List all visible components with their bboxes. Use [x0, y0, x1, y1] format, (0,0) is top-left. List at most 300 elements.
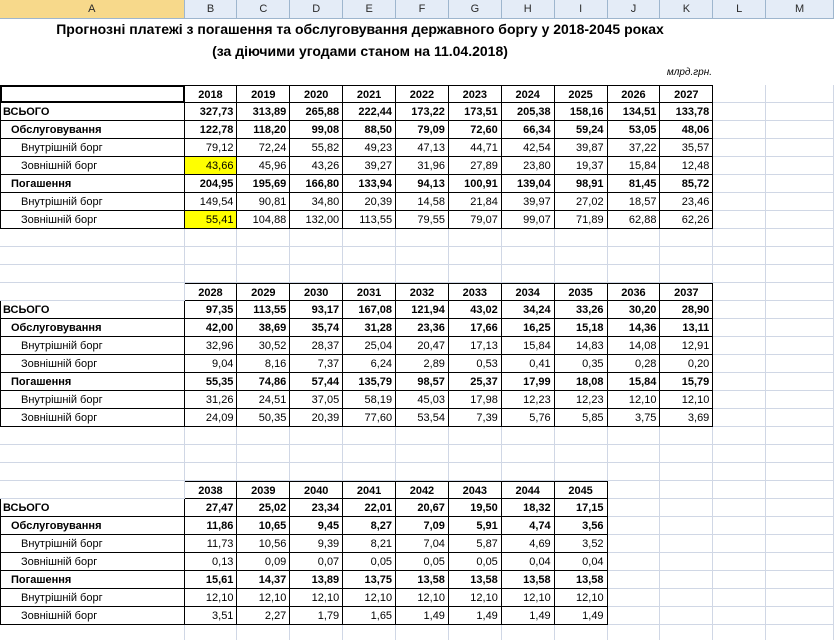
- year-header-cell[interactable]: 2022: [396, 85, 449, 103]
- empty-cell[interactable]: [766, 589, 834, 607]
- empty-cell[interactable]: [713, 265, 766, 283]
- value-cell[interactable]: 4,74: [502, 517, 555, 535]
- value-cell[interactable]: 16,25: [502, 319, 555, 337]
- year-header-cell[interactable]: 2035: [555, 283, 608, 301]
- value-cell[interactable]: 0,04: [555, 553, 608, 571]
- value-cell[interactable]: 14,36: [608, 319, 661, 337]
- value-cell[interactable]: 79,07: [449, 211, 502, 229]
- value-cell[interactable]: 94,13: [396, 175, 449, 193]
- value-cell[interactable]: 98,91: [555, 175, 608, 193]
- value-cell[interactable]: 1,65: [343, 607, 396, 625]
- empty-cell[interactable]: [766, 373, 834, 391]
- empty-cell[interactable]: [766, 481, 834, 499]
- value-cell[interactable]: 3,56: [555, 517, 608, 535]
- value-cell[interactable]: 81,45: [608, 175, 661, 193]
- value-cell[interactable]: 62,26: [660, 211, 713, 229]
- empty-cell[interactable]: [608, 265, 661, 283]
- value-cell[interactable]: 2,89: [396, 355, 449, 373]
- empty-cell[interactable]: [555, 625, 608, 640]
- empty-cell[interactable]: [766, 103, 834, 121]
- empty-cell[interactable]: [237, 445, 290, 463]
- value-cell[interactable]: 10,56: [237, 535, 290, 553]
- value-cell[interactable]: 97,35: [185, 301, 238, 319]
- empty-cell[interactable]: [396, 427, 449, 445]
- row-label-cell[interactable]: Погашення: [0, 571, 185, 589]
- value-cell[interactable]: 43,66: [185, 157, 238, 175]
- column-header-a[interactable]: A: [0, 0, 185, 18]
- empty-cell[interactable]: [396, 463, 449, 481]
- year-header-cell[interactable]: 2030: [290, 283, 343, 301]
- value-cell[interactable]: 5,87: [449, 535, 502, 553]
- value-cell[interactable]: 31,96: [396, 157, 449, 175]
- value-cell[interactable]: 1,49: [555, 607, 608, 625]
- column-header-m[interactable]: M: [766, 0, 834, 18]
- value-cell[interactable]: 37,05: [290, 391, 343, 409]
- year-header-cell[interactable]: 2036: [608, 283, 661, 301]
- value-cell[interactable]: 0,05: [396, 553, 449, 571]
- empty-cell[interactable]: [660, 247, 713, 265]
- empty-cell[interactable]: [290, 463, 343, 481]
- value-cell[interactable]: 133,94: [343, 175, 396, 193]
- value-cell[interactable]: 93,17: [290, 301, 343, 319]
- empty-cell[interactable]: [713, 175, 766, 193]
- value-cell[interactable]: 12,48: [660, 157, 713, 175]
- empty-cell[interactable]: [713, 85, 766, 103]
- value-cell[interactable]: 20,67: [396, 499, 449, 517]
- value-cell[interactable]: 22,01: [343, 499, 396, 517]
- value-cell[interactable]: 149,54: [185, 193, 238, 211]
- year-header-cell[interactable]: 2042: [396, 481, 449, 499]
- row-label-cell[interactable]: Погашення: [0, 373, 185, 391]
- row-label-cell[interactable]: ВСЬОГО: [0, 301, 185, 319]
- value-cell[interactable]: 17,98: [449, 391, 502, 409]
- value-cell[interactable]: 134,51: [608, 103, 661, 121]
- value-cell[interactable]: 17,99: [502, 373, 555, 391]
- value-cell[interactable]: 104,88: [237, 211, 290, 229]
- value-cell[interactable]: 44,71: [449, 139, 502, 157]
- value-cell[interactable]: 20,39: [343, 193, 396, 211]
- value-cell[interactable]: 10,65: [237, 517, 290, 535]
- empty-cell[interactable]: [608, 463, 661, 481]
- empty-cell[interactable]: [713, 355, 766, 373]
- empty-cell[interactable]: [396, 229, 449, 247]
- empty-cell[interactable]: [449, 427, 502, 445]
- year-header-cell[interactable]: 2029: [237, 283, 290, 301]
- value-cell[interactable]: 79,12: [185, 139, 238, 157]
- year-header-cell[interactable]: 2026: [608, 85, 661, 103]
- value-cell[interactable]: 45,03: [396, 391, 449, 409]
- value-cell[interactable]: 133,78: [660, 103, 713, 121]
- value-cell[interactable]: 15,84: [608, 373, 661, 391]
- empty-cell[interactable]: [396, 265, 449, 283]
- empty-cell[interactable]: [766, 607, 834, 625]
- empty-cell[interactable]: [713, 193, 766, 211]
- empty-cell[interactable]: [185, 625, 238, 640]
- empty-cell[interactable]: [713, 247, 766, 265]
- value-cell[interactable]: 20,47: [396, 337, 449, 355]
- empty-cell[interactable]: [555, 247, 608, 265]
- value-cell[interactable]: 7,09: [396, 517, 449, 535]
- empty-cell[interactable]: [343, 427, 396, 445]
- year-header-cell[interactable]: 2023: [449, 85, 502, 103]
- value-cell[interactable]: 173,22: [396, 103, 449, 121]
- value-cell[interactable]: 77,60: [343, 409, 396, 427]
- empty-cell[interactable]: [766, 85, 834, 103]
- empty-cell[interactable]: [449, 247, 502, 265]
- cell-a-header[interactable]: [0, 85, 185, 103]
- empty-cell[interactable]: [0, 265, 185, 283]
- value-cell[interactable]: 12,91: [660, 337, 713, 355]
- value-cell[interactable]: 0,09: [237, 553, 290, 571]
- empty-cell[interactable]: [766, 391, 834, 409]
- column-header-g[interactable]: G: [449, 0, 502, 18]
- value-cell[interactable]: 24,09: [185, 409, 238, 427]
- value-cell[interactable]: 59,24: [555, 121, 608, 139]
- empty-cell[interactable]: [766, 247, 834, 265]
- empty-cell[interactable]: [713, 391, 766, 409]
- empty-cell[interactable]: [608, 553, 661, 571]
- value-cell[interactable]: 55,41: [185, 211, 238, 229]
- empty-cell[interactable]: [0, 463, 185, 481]
- value-cell[interactable]: 35,57: [660, 139, 713, 157]
- empty-cell[interactable]: [555, 445, 608, 463]
- empty-cell[interactable]: [608, 607, 661, 625]
- value-cell[interactable]: 3,52: [555, 535, 608, 553]
- empty-cell[interactable]: [237, 463, 290, 481]
- value-cell[interactable]: 18,57: [608, 193, 661, 211]
- value-cell[interactable]: 39,87: [555, 139, 608, 157]
- empty-cell[interactable]: [0, 445, 185, 463]
- empty-cell[interactable]: [713, 121, 766, 139]
- year-header-cell[interactable]: 2020: [290, 85, 343, 103]
- column-header-e[interactable]: E: [343, 0, 396, 18]
- value-cell[interactable]: 0,07: [290, 553, 343, 571]
- row-label-cell[interactable]: Обслуговування: [0, 319, 185, 337]
- value-cell[interactable]: 327,73: [185, 103, 238, 121]
- empty-cell[interactable]: [185, 463, 238, 481]
- empty-cell[interactable]: [766, 319, 834, 337]
- value-cell[interactable]: 5,76: [502, 409, 555, 427]
- value-cell[interactable]: 5,91: [449, 517, 502, 535]
- column-header-d[interactable]: D: [290, 0, 343, 18]
- value-cell[interactable]: 53,05: [608, 121, 661, 139]
- value-cell[interactable]: 43,02: [449, 301, 502, 319]
- empty-cell[interactable]: [660, 229, 713, 247]
- value-cell[interactable]: 222,44: [343, 103, 396, 121]
- year-header-cell[interactable]: 2019: [237, 85, 290, 103]
- value-cell[interactable]: 3,69: [660, 409, 713, 427]
- empty-cell[interactable]: [713, 571, 766, 589]
- row-label-cell[interactable]: ВСЬОГО: [0, 103, 185, 121]
- row-label-cell[interactable]: Внутрішній борг: [0, 391, 185, 409]
- value-cell[interactable]: 5,85: [555, 409, 608, 427]
- column-header-c[interactable]: C: [237, 0, 290, 18]
- empty-cell[interactable]: [0, 247, 185, 265]
- empty-cell[interactable]: [660, 481, 713, 499]
- empty-cell[interactable]: [608, 247, 661, 265]
- value-cell[interactable]: 24,51: [237, 391, 290, 409]
- value-cell[interactable]: 12,23: [502, 391, 555, 409]
- value-cell[interactable]: 7,39: [449, 409, 502, 427]
- column-header-h[interactable]: H: [502, 0, 555, 18]
- empty-cell[interactable]: [555, 463, 608, 481]
- value-cell[interactable]: 12,10: [449, 589, 502, 607]
- value-cell[interactable]: 15,18: [555, 319, 608, 337]
- empty-cell[interactable]: [713, 445, 766, 463]
- value-cell[interactable]: 15,84: [502, 337, 555, 355]
- empty-cell[interactable]: [608, 589, 661, 607]
- row-label-cell[interactable]: Обслуговування: [0, 517, 185, 535]
- value-cell[interactable]: 14,58: [396, 193, 449, 211]
- value-cell[interactable]: 132,00: [290, 211, 343, 229]
- row-label-cell[interactable]: Внутрішній борг: [0, 193, 185, 211]
- row-label-cell[interactable]: Внутрішній борг: [0, 139, 185, 157]
- value-cell[interactable]: 8,27: [343, 517, 396, 535]
- value-cell[interactable]: 48,06: [660, 121, 713, 139]
- column-header-l[interactable]: L: [713, 0, 766, 18]
- value-cell[interactable]: 25,37: [449, 373, 502, 391]
- value-cell[interactable]: 167,08: [343, 301, 396, 319]
- value-cell[interactable]: 79,55: [396, 211, 449, 229]
- empty-cell[interactable]: [766, 301, 834, 319]
- year-header-cell[interactable]: 2038: [185, 481, 238, 499]
- value-cell[interactable]: 35,74: [290, 319, 343, 337]
- empty-cell[interactable]: [555, 229, 608, 247]
- empty-cell[interactable]: [608, 481, 661, 499]
- value-cell[interactable]: 9,45: [290, 517, 343, 535]
- empty-cell[interactable]: [0, 427, 185, 445]
- value-cell[interactable]: 12,10: [555, 589, 608, 607]
- empty-cell[interactable]: [660, 499, 713, 517]
- value-cell[interactable]: 11,73: [185, 535, 238, 553]
- value-cell[interactable]: 34,24: [502, 301, 555, 319]
- value-cell[interactable]: 31,26: [185, 391, 238, 409]
- value-cell[interactable]: 122,78: [185, 121, 238, 139]
- empty-cell[interactable]: [396, 625, 449, 640]
- value-cell[interactable]: 37,22: [608, 139, 661, 157]
- value-cell[interactable]: 1,79: [290, 607, 343, 625]
- value-cell[interactable]: 12,10: [502, 589, 555, 607]
- year-header-cell[interactable]: 2037: [660, 283, 713, 301]
- value-cell[interactable]: 195,69: [237, 175, 290, 193]
- year-header-cell[interactable]: 2032: [396, 283, 449, 301]
- value-cell[interactable]: 4,69: [502, 535, 555, 553]
- row-label-cell[interactable]: Внутрішній борг: [0, 589, 185, 607]
- column-header-f[interactable]: F: [396, 0, 449, 18]
- value-cell[interactable]: 53,54: [396, 409, 449, 427]
- value-cell[interactable]: 17,15: [555, 499, 608, 517]
- value-cell[interactable]: 12,10: [185, 589, 238, 607]
- value-cell[interactable]: 15,61: [185, 571, 238, 589]
- value-cell[interactable]: 100,91: [449, 175, 502, 193]
- empty-cell[interactable]: [608, 427, 661, 445]
- year-header-cell[interactable]: 2044: [502, 481, 555, 499]
- value-cell[interactable]: 27,89: [449, 157, 502, 175]
- row-label-cell[interactable]: Внутрішній борг: [0, 535, 185, 553]
- empty-cell[interactable]: [766, 535, 834, 553]
- empty-cell[interactable]: [713, 157, 766, 175]
- empty-cell[interactable]: [766, 409, 834, 427]
- empty-cell[interactable]: [185, 247, 238, 265]
- value-cell[interactable]: 12,10: [290, 589, 343, 607]
- empty-cell[interactable]: [608, 535, 661, 553]
- empty-cell[interactable]: [766, 193, 834, 211]
- empty-cell[interactable]: [502, 229, 555, 247]
- value-cell[interactable]: 99,07: [502, 211, 555, 229]
- empty-cell[interactable]: [608, 445, 661, 463]
- year-header-cell[interactable]: 2028: [185, 283, 238, 301]
- empty-cell[interactable]: [237, 265, 290, 283]
- year-header-cell[interactable]: 2041: [343, 481, 396, 499]
- empty-cell[interactable]: [0, 229, 185, 247]
- value-cell[interactable]: 13,89: [290, 571, 343, 589]
- value-cell[interactable]: 38,69: [237, 319, 290, 337]
- empty-cell[interactable]: [290, 427, 343, 445]
- value-cell[interactable]: 13,58: [396, 571, 449, 589]
- value-cell[interactable]: 32,96: [185, 337, 238, 355]
- value-cell[interactable]: 3,75: [608, 409, 661, 427]
- value-cell[interactable]: 113,55: [343, 211, 396, 229]
- value-cell[interactable]: 12,23: [555, 391, 608, 409]
- empty-cell[interactable]: [449, 229, 502, 247]
- row-label-cell[interactable]: Зовнішній борг: [0, 355, 185, 373]
- value-cell[interactable]: 62,88: [608, 211, 661, 229]
- row-label-cell[interactable]: Зовнішній борг: [0, 607, 185, 625]
- row-label-cell[interactable]: Зовнішній борг: [0, 553, 185, 571]
- empty-cell[interactable]: [713, 319, 766, 337]
- value-cell[interactable]: 27,02: [555, 193, 608, 211]
- empty-cell[interactable]: [555, 427, 608, 445]
- value-cell[interactable]: 0,13: [185, 553, 238, 571]
- empty-cell[interactable]: [713, 337, 766, 355]
- value-cell[interactable]: 12,10: [608, 391, 661, 409]
- empty-cell[interactable]: [660, 445, 713, 463]
- value-cell[interactable]: 42,00: [185, 319, 238, 337]
- empty-cell[interactable]: [237, 229, 290, 247]
- empty-cell[interactable]: [237, 427, 290, 445]
- value-cell[interactable]: 39,97: [502, 193, 555, 211]
- value-cell[interactable]: 25,04: [343, 337, 396, 355]
- value-cell[interactable]: 18,08: [555, 373, 608, 391]
- value-cell[interactable]: 0,04: [502, 553, 555, 571]
- value-cell[interactable]: 0,35: [555, 355, 608, 373]
- empty-cell[interactable]: [766, 139, 834, 157]
- row-label-cell[interactable]: ВСЬОГО: [0, 499, 185, 517]
- empty-cell[interactable]: [608, 229, 661, 247]
- empty-cell[interactable]: [713, 517, 766, 535]
- empty-cell[interactable]: [660, 463, 713, 481]
- empty-cell[interactable]: [343, 445, 396, 463]
- empty-cell[interactable]: [502, 625, 555, 640]
- value-cell[interactable]: 0,20: [660, 355, 713, 373]
- value-cell[interactable]: 55,35: [185, 373, 238, 391]
- cell-a-header[interactable]: [0, 283, 185, 301]
- value-cell[interactable]: 13,58: [502, 571, 555, 589]
- value-cell[interactable]: 15,79: [660, 373, 713, 391]
- column-header-b[interactable]: B: [185, 0, 238, 18]
- value-cell[interactable]: 14,83: [555, 337, 608, 355]
- value-cell[interactable]: 12,10: [396, 589, 449, 607]
- value-cell[interactable]: 135,79: [343, 373, 396, 391]
- value-cell[interactable]: 23,46: [660, 193, 713, 211]
- value-cell[interactable]: 58,19: [343, 391, 396, 409]
- value-cell[interactable]: 39,27: [343, 157, 396, 175]
- empty-cell[interactable]: [713, 211, 766, 229]
- value-cell[interactable]: 12,10: [237, 589, 290, 607]
- empty-cell[interactable]: [713, 283, 766, 301]
- value-cell[interactable]: 205,38: [502, 103, 555, 121]
- empty-cell[interactable]: [766, 499, 834, 517]
- row-label-cell[interactable]: Зовнішній борг: [0, 211, 185, 229]
- value-cell[interactable]: 1,49: [449, 607, 502, 625]
- empty-cell[interactable]: [713, 589, 766, 607]
- empty-cell[interactable]: [290, 445, 343, 463]
- value-cell[interactable]: 121,94: [396, 301, 449, 319]
- year-header-cell[interactable]: 2031: [343, 283, 396, 301]
- empty-cell[interactable]: [396, 445, 449, 463]
- empty-cell[interactable]: [766, 463, 834, 481]
- empty-cell[interactable]: [766, 265, 834, 283]
- empty-cell[interactable]: [713, 373, 766, 391]
- value-cell[interactable]: 2,27: [237, 607, 290, 625]
- year-header-cell[interactable]: 2045: [555, 481, 608, 499]
- value-cell[interactable]: 9,04: [185, 355, 238, 373]
- empty-cell[interactable]: [502, 463, 555, 481]
- year-header-cell[interactable]: 2039: [237, 481, 290, 499]
- empty-cell[interactable]: [713, 607, 766, 625]
- value-cell[interactable]: 3,51: [185, 607, 238, 625]
- value-cell[interactable]: 166,80: [290, 175, 343, 193]
- value-cell[interactable]: 28,37: [290, 337, 343, 355]
- empty-cell[interactable]: [290, 229, 343, 247]
- empty-cell[interactable]: [555, 265, 608, 283]
- empty-cell[interactable]: [713, 301, 766, 319]
- empty-cell[interactable]: [660, 607, 713, 625]
- empty-cell[interactable]: [343, 463, 396, 481]
- value-cell[interactable]: 20,39: [290, 409, 343, 427]
- empty-cell[interactable]: [713, 499, 766, 517]
- value-cell[interactable]: 23,36: [396, 319, 449, 337]
- column-header-j[interactable]: J: [608, 0, 661, 18]
- value-cell[interactable]: 8,16: [237, 355, 290, 373]
- empty-cell[interactable]: [766, 121, 834, 139]
- empty-cell[interactable]: [766, 337, 834, 355]
- value-cell[interactable]: 45,96: [237, 157, 290, 175]
- empty-cell[interactable]: [766, 355, 834, 373]
- value-cell[interactable]: 98,57: [396, 373, 449, 391]
- value-cell[interactable]: 1,49: [502, 607, 555, 625]
- empty-cell[interactable]: [449, 625, 502, 640]
- value-cell[interactable]: 12,10: [660, 391, 713, 409]
- empty-cell[interactable]: [766, 427, 834, 445]
- row-label-cell[interactable]: Зовнішній борг: [0, 157, 185, 175]
- value-cell[interactable]: 72,60: [449, 121, 502, 139]
- empty-cell[interactable]: [290, 625, 343, 640]
- empty-cell[interactable]: [343, 625, 396, 640]
- empty-cell[interactable]: [660, 571, 713, 589]
- value-cell[interactable]: 34,80: [290, 193, 343, 211]
- empty-cell[interactable]: [185, 445, 238, 463]
- empty-cell[interactable]: [713, 427, 766, 445]
- value-cell[interactable]: 17,66: [449, 319, 502, 337]
- value-cell[interactable]: 23,80: [502, 157, 555, 175]
- value-cell[interactable]: 49,23: [343, 139, 396, 157]
- empty-cell[interactable]: [713, 481, 766, 499]
- value-cell[interactable]: 0,53: [449, 355, 502, 373]
- empty-cell[interactable]: [502, 427, 555, 445]
- empty-cell[interactable]: [343, 265, 396, 283]
- empty-cell[interactable]: [237, 247, 290, 265]
